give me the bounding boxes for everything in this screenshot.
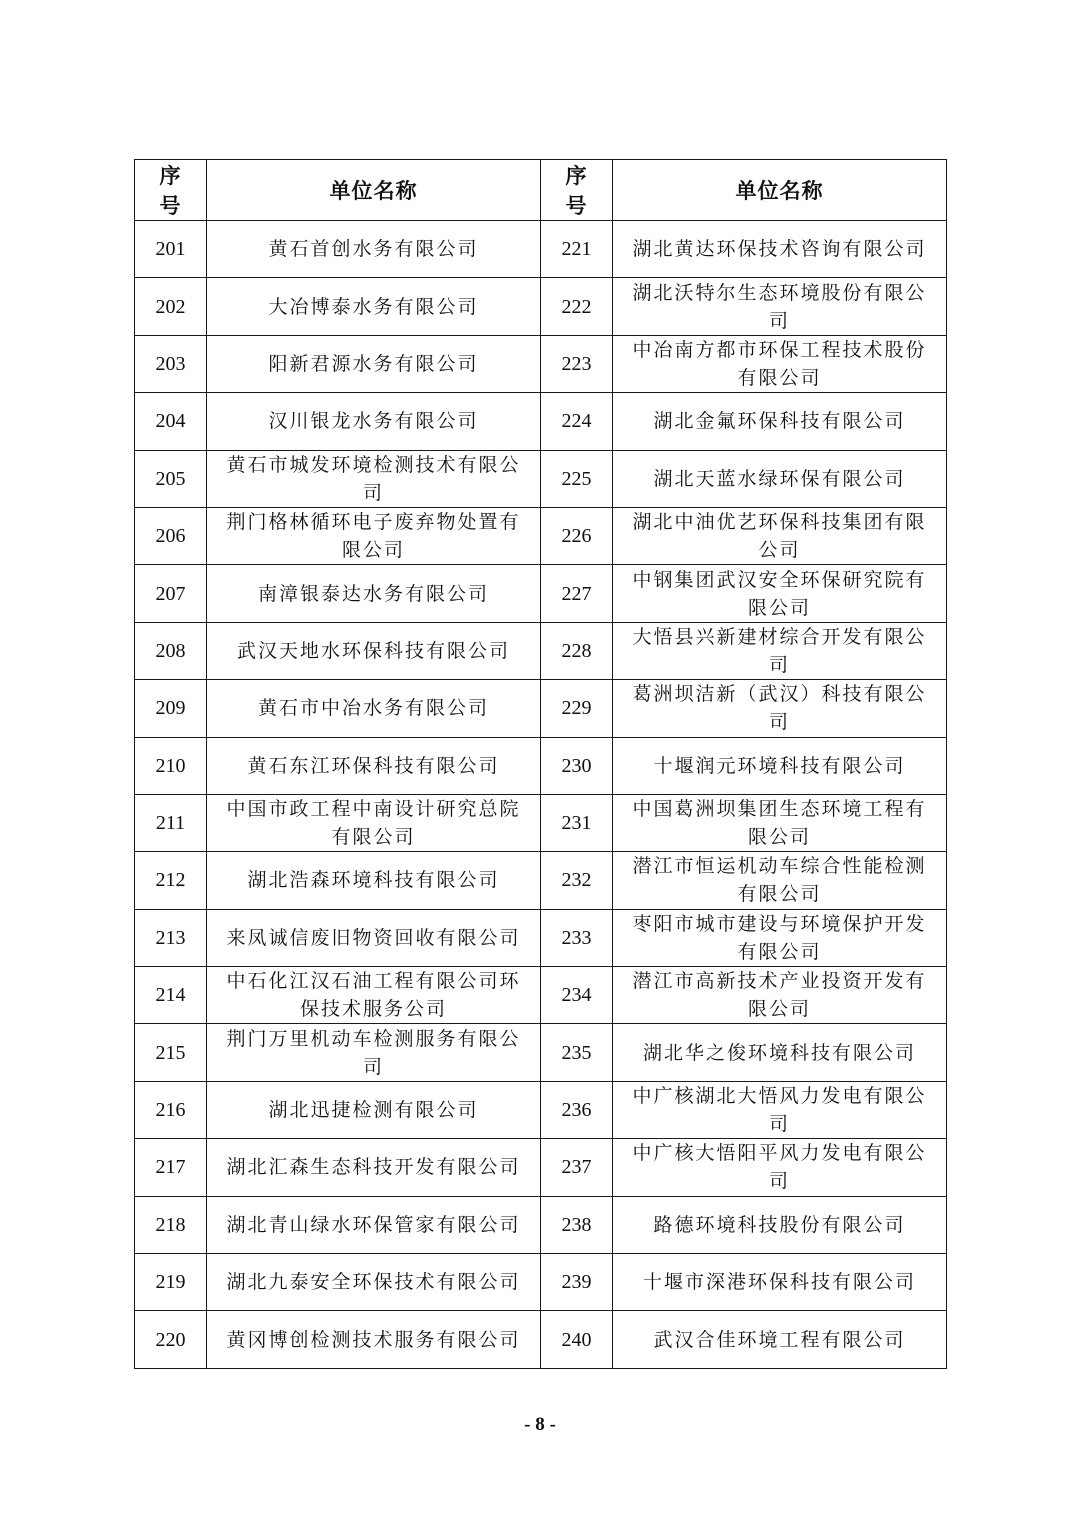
unit-name-cell: 十堰润元环境科技有限公司 — [613, 737, 947, 794]
serial-number-cell: 229 — [541, 680, 613, 737]
table-row — [135, 1254, 947, 1311]
serial-number-cell: 220 — [135, 1311, 207, 1368]
table-row — [135, 335, 947, 392]
table-row — [135, 967, 947, 1024]
unit-name-cell: 汉川银龙水务有限公司 — [207, 393, 541, 450]
serial-number-cell: 201 — [135, 221, 207, 278]
unit-name-cell: 潜江市恒运机动车综合性能检测有限公司 — [613, 852, 947, 909]
unit-name-cell: 中钢集团武汉安全环保研究院有限公司 — [613, 565, 947, 622]
table-row — [135, 1139, 947, 1196]
unit-name-cell: 枣阳市城市建设与环境保护开发有限公司 — [613, 909, 947, 966]
serial-number-cell: 234 — [541, 967, 613, 1024]
unit-name-cell: 中国市政工程中南设计研究总院有限公司 — [207, 794, 541, 851]
serial-number-cell: 219 — [135, 1254, 207, 1311]
table-row — [135, 794, 947, 851]
unit-name-cell: 湖北浩森环境科技有限公司 — [207, 852, 541, 909]
table-row — [135, 393, 947, 450]
unit-name-cell: 中国葛洲坝集团生态环境工程有限公司 — [613, 794, 947, 851]
table-header-row — [135, 160, 947, 221]
serial-number-cell: 238 — [541, 1196, 613, 1253]
unit-name-cell: 中广核大悟阳平风力发电有限公司 — [613, 1139, 947, 1196]
table-row — [135, 1081, 947, 1138]
serial-number-cell: 213 — [135, 909, 207, 966]
unit-name-cell: 湖北九泰安全环保技术有限公司 — [207, 1254, 541, 1311]
serial-number-cell: 224 — [541, 393, 613, 450]
unit-name-cell: 南漳银泰达水务有限公司 — [207, 565, 541, 622]
unit-name-cell: 湖北天蓝水绿环保有限公司 — [613, 450, 947, 507]
serial-number-cell: 227 — [541, 565, 613, 622]
unit-name-cell: 中冶南方都市环保工程技术股份有限公司 — [613, 335, 947, 392]
unit-name-cell: 湖北黄达环保技术咨询有限公司 — [613, 221, 947, 278]
unit-name-cell: 荆门万里机动车检测服务有限公司 — [207, 1024, 541, 1081]
table-row — [135, 507, 947, 564]
serial-number-cell: 214 — [135, 967, 207, 1024]
serial-number-cell: 210 — [135, 737, 207, 794]
unit-name-cell: 中石化江汉石油工程有限公司环保技术服务公司 — [207, 967, 541, 1024]
page-number: - 8 - — [524, 1414, 556, 1435]
serial-number-cell: 215 — [135, 1024, 207, 1081]
unit-name-cell: 黄石东江环保科技有限公司 — [207, 737, 541, 794]
unit-name-cell: 十堰市深港环保科技有限公司 — [613, 1254, 947, 1311]
serial-number-cell: 221 — [541, 221, 613, 278]
serial-number-cell: 202 — [135, 278, 207, 335]
serial-number-cell: 207 — [135, 565, 207, 622]
unit-name-cell: 黄冈博创检测技术服务有限公司 — [207, 1311, 541, 1368]
table-row — [135, 1024, 947, 1081]
serial-number-cell: 232 — [541, 852, 613, 909]
serial-number-cell: 211 — [135, 794, 207, 851]
serial-number-cell: 231 — [541, 794, 613, 851]
unit-name-cell: 湖北青山绿水环保管家有限公司 — [207, 1196, 541, 1253]
serial-number-cell: 226 — [541, 507, 613, 564]
table-row — [135, 737, 947, 794]
serial-number-cell: 240 — [541, 1311, 613, 1368]
unit-name-cell: 荆门格林循环电子废弃物处置有限公司 — [207, 507, 541, 564]
table-row — [135, 1311, 947, 1368]
table-row — [135, 852, 947, 909]
unit-name-cell: 湖北金氟环保科技有限公司 — [613, 393, 947, 450]
serial-number-cell: 235 — [541, 1024, 613, 1081]
serial-number-cell: 233 — [541, 909, 613, 966]
unit-name-cell: 湖北汇森生态科技开发有限公司 — [207, 1139, 541, 1196]
serial-number-cell: 236 — [541, 1081, 613, 1138]
unit-name-cell: 大悟县兴新建材综合开发有限公司 — [613, 622, 947, 679]
table-row — [135, 450, 947, 507]
serial-number-cell: 204 — [135, 393, 207, 450]
table-row — [135, 680, 947, 737]
serial-number-cell: 228 — [541, 622, 613, 679]
unit-name-cell: 黄石首创水务有限公司 — [207, 221, 541, 278]
header-unit-name-right: 单位名称 — [613, 160, 947, 221]
serial-number-cell: 212 — [135, 852, 207, 909]
serial-number-cell: 230 — [541, 737, 613, 794]
table-row — [135, 909, 947, 966]
table-row — [135, 565, 947, 622]
unit-name-cell: 路德环境科技股份有限公司 — [613, 1196, 947, 1253]
unit-name-cell: 武汉合佳环境工程有限公司 — [613, 1311, 947, 1368]
unit-name-cell: 大冶博泰水务有限公司 — [207, 278, 541, 335]
unit-name-cell: 黄石市中冶水务有限公司 — [207, 680, 541, 737]
table-row — [135, 622, 947, 679]
table-row — [135, 1196, 947, 1253]
unit-name-cell: 阳新君源水务有限公司 — [207, 335, 541, 392]
header-serial-number-left: 序号 — [135, 160, 207, 221]
unit-name-cell: 黄石市城发环境检测技术有限公司 — [207, 450, 541, 507]
unit-name-cell: 武汉天地水环保科技有限公司 — [207, 622, 541, 679]
serial-number-cell: 237 — [541, 1139, 613, 1196]
serial-number-cell: 216 — [135, 1081, 207, 1138]
serial-number-cell: 239 — [541, 1254, 613, 1311]
serial-number-cell: 208 — [135, 622, 207, 679]
unit-name-cell: 湖北华之俊环境科技有限公司 — [613, 1024, 947, 1081]
unit-name-cell: 湖北中油优艺环保科技集团有限公司 — [613, 507, 947, 564]
header-unit-name-left: 单位名称 — [207, 160, 541, 221]
serial-number-cell: 206 — [135, 507, 207, 564]
serial-number-cell: 217 — [135, 1139, 207, 1196]
serial-number-cell: 223 — [541, 335, 613, 392]
unit-name-cell: 中广核湖北大悟风力发电有限公司 — [613, 1081, 947, 1138]
serial-number-cell: 225 — [541, 450, 613, 507]
unit-name-cell: 潜江市高新技术产业投资开发有限公司 — [613, 967, 947, 1024]
company-list-table — [134, 159, 947, 1369]
table-row — [135, 278, 947, 335]
serial-number-cell: 222 — [541, 278, 613, 335]
serial-number-cell: 218 — [135, 1196, 207, 1253]
serial-number-cell: 205 — [135, 450, 207, 507]
unit-name-cell: 湖北沃特尔生态环境股份有限公司 — [613, 278, 947, 335]
header-serial-number-right: 序号 — [541, 160, 613, 221]
serial-number-cell: 203 — [135, 335, 207, 392]
serial-number-cell: 209 — [135, 680, 207, 737]
unit-name-cell: 来凤诚信废旧物资回收有限公司 — [207, 909, 541, 966]
table-body — [135, 221, 947, 1369]
unit-name-cell: 湖北迅捷检测有限公司 — [207, 1081, 541, 1138]
table-row — [135, 221, 947, 278]
unit-name-cell: 葛洲坝洁新（武汉）科技有限公司 — [613, 680, 947, 737]
